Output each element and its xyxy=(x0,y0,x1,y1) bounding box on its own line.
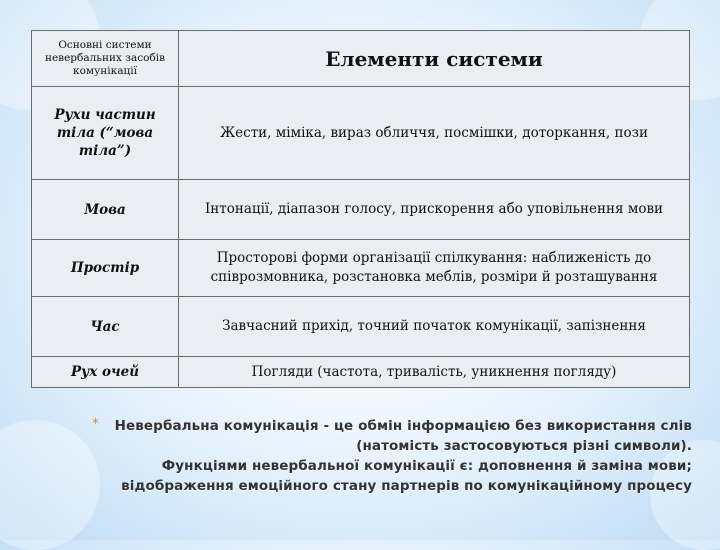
row-label-cell xyxy=(32,357,179,388)
table-row xyxy=(32,180,690,240)
header-cell-systems xyxy=(32,31,179,87)
row-label: Час xyxy=(90,318,120,335)
row-text: Завчасний прихід, точний початок комунікації, запізнення xyxy=(222,318,646,334)
note-line: Невербальна комунікація - це обмін інформацією без використання слів xyxy=(114,418,692,434)
row-text-cell xyxy=(179,180,690,240)
table-row xyxy=(32,297,690,357)
row-label-cell xyxy=(32,240,179,297)
row-label-cell xyxy=(32,180,179,240)
row-text: Погляди (частота, тривалість, уникнення погляду) xyxy=(251,363,617,380)
row-text-cell xyxy=(179,357,690,388)
row-label-cell xyxy=(32,87,179,180)
row-label-cell xyxy=(32,297,179,357)
table-row xyxy=(32,87,690,180)
row-text: Інтонації, діапазон голосу, прискорення або уповільнення мови xyxy=(204,201,664,217)
row-label: Простір xyxy=(70,260,140,276)
table-header-row xyxy=(32,31,690,87)
header-elements-text: Елементи системи xyxy=(325,46,543,71)
header-cell-elements xyxy=(179,31,690,87)
row-text-cell xyxy=(179,87,690,180)
row-label: Рух очей xyxy=(70,364,140,380)
note-line: (натомість застосовуються різні символи). xyxy=(356,438,692,454)
row-label: Рухи частин тіла (“мова тіла”) xyxy=(54,107,156,159)
row-label: Мова xyxy=(84,201,126,218)
summary-notes xyxy=(92,416,692,496)
row-text: Просторові форми організації спілкування: наближеність до співрозмовника, розстановка меблів, розміри й розташування xyxy=(210,250,658,285)
note-line: відображення емоційного стану партнерів по комунікаційному процесу xyxy=(121,478,692,494)
row-text: Жести, міміка, вираз обличчя, посмішки, доторкання, пози xyxy=(219,124,648,141)
table-row xyxy=(32,240,690,297)
row-text-cell xyxy=(179,240,690,297)
decor-bubble xyxy=(0,420,100,550)
table-row xyxy=(32,357,690,388)
systems-table xyxy=(31,30,690,388)
note-line: Функціями невербальної комунікації є: доповнення й заміна мови; xyxy=(161,458,692,474)
header-systems-text: Основні системи невербальних засобів комунікації xyxy=(44,39,166,77)
row-text-cell xyxy=(179,297,690,357)
bullet-star-icon: * xyxy=(92,416,99,432)
